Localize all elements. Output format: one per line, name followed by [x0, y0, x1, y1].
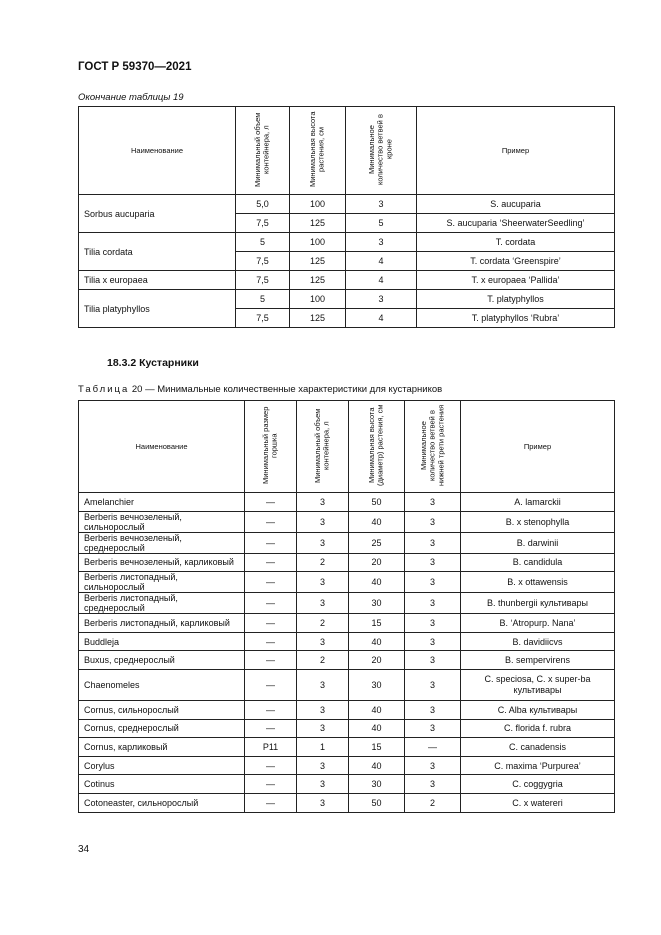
table-row — [79, 632, 615, 651]
table-row — [79, 572, 615, 593]
table-row — [79, 669, 615, 700]
col-name-header: Наименование — [79, 401, 245, 493]
cell-volume: 2 — [297, 651, 349, 670]
cell-volume: 3 — [297, 719, 349, 738]
cell-pot: — — [245, 756, 297, 775]
cell-name: Buddleja — [79, 632, 245, 651]
cell-example: T. platyphyllos ‘Rubra’ — [417, 309, 615, 328]
table-row — [79, 532, 615, 553]
table-row — [79, 793, 615, 812]
table-row — [79, 614, 615, 633]
cell-name: Amelanchier — [79, 493, 245, 512]
page-number: 34 — [78, 844, 90, 855]
cell-branches: 3 — [346, 195, 417, 214]
cell-branches: 3 — [405, 553, 461, 572]
table-row — [79, 553, 615, 572]
cell-volume: 3 — [297, 572, 349, 593]
cell-pot: — — [245, 793, 297, 812]
cell-example: B. sempervirens — [461, 651, 615, 670]
table-row — [79, 775, 615, 794]
cell-pot: — — [245, 669, 297, 700]
cell-pot: — — [245, 719, 297, 738]
cell-volume: 3 — [297, 493, 349, 512]
cell-name: Buxus, среднерослый — [79, 651, 245, 670]
cell-height: 15 — [349, 738, 405, 757]
table-row — [79, 233, 615, 252]
cell-name: Cotinus — [79, 775, 245, 794]
cell-volume: 2 — [297, 614, 349, 633]
cell-example: C. maxima ‘Purpurea’ — [461, 756, 615, 775]
section-heading: 18.3.2 Кустарники — [107, 357, 199, 369]
cell-branches: 3 — [405, 572, 461, 593]
cell-height: 40 — [349, 719, 405, 738]
cell-height: 125 — [290, 271, 346, 290]
cell-volume: 1 — [297, 738, 349, 757]
cell-example: S. aucuparia — [417, 195, 615, 214]
table-row — [79, 738, 615, 757]
cell-height: 30 — [349, 775, 405, 794]
cell-pot: — — [245, 614, 297, 633]
table-continuation-label: Окончание таблицы 19 — [78, 92, 184, 103]
cell-branches: 3 — [405, 651, 461, 670]
table-row — [79, 195, 615, 214]
col-example-header: Пример — [417, 107, 615, 195]
cell-name: Berberis вечнозеленый, сильнорослый — [79, 511, 245, 532]
cell-example: B. darwinii — [461, 532, 615, 553]
table-20 — [78, 400, 615, 813]
cell-volume: 7,5 — [236, 271, 290, 290]
cell-height: 40 — [349, 572, 405, 593]
cell-pot: — — [245, 511, 297, 532]
cell-name: Tilia platyphyllos — [79, 290, 236, 328]
cell-example: T. platyphyllos — [417, 290, 615, 309]
cell-volume: 3 — [297, 775, 349, 794]
cell-volume: 7,5 — [236, 252, 290, 271]
col-pot-header: Минимальный размер горшка — [245, 401, 297, 493]
table-19 — [78, 106, 615, 328]
cell-branches: 3 — [346, 290, 417, 309]
table-row — [79, 493, 615, 512]
document-header: ГОСТ Р 59370—2021 — [78, 61, 192, 73]
cell-example: A. lamarckii — [461, 493, 615, 512]
col-branches-header: Минимальное количество ветвей в кроне — [346, 107, 417, 195]
cell-height: 30 — [349, 669, 405, 700]
table-row — [79, 593, 615, 614]
cell-name: Chaenomeles — [79, 669, 245, 700]
cell-volume: 3 — [297, 756, 349, 775]
cell-pot: — — [245, 632, 297, 651]
cell-branches: 3 — [405, 532, 461, 553]
cell-height: 125 — [290, 309, 346, 328]
cell-example: C. speciosa, C. x super-ba культивары — [461, 669, 615, 700]
cell-example: S. aucuparia ‘SheerwaterSeedling’ — [417, 214, 615, 233]
cell-volume: 3 — [297, 511, 349, 532]
cell-pot: — — [245, 700, 297, 719]
cell-example: B. thunbergii культивары — [461, 593, 615, 614]
table-row — [79, 700, 615, 719]
cell-volume: 5 — [236, 290, 290, 309]
table-row — [79, 719, 615, 738]
cell-pot: — — [245, 572, 297, 593]
cell-volume: 3 — [297, 632, 349, 651]
cell-name: Tilia cordata — [79, 233, 236, 271]
cell-pot: — — [245, 532, 297, 553]
cell-branches: — — [405, 738, 461, 757]
col-volume-header: Минимальный объем контейнера, л — [236, 107, 290, 195]
cell-name: Cotoneaster, сильнорослый — [79, 793, 245, 812]
cell-branches: 3 — [405, 614, 461, 633]
cell-height: 50 — [349, 793, 405, 812]
cell-volume: 2 — [297, 553, 349, 572]
cell-branches: 3 — [405, 719, 461, 738]
cell-branches: 3 — [405, 593, 461, 614]
cell-volume: 3 — [297, 532, 349, 553]
cell-height: 20 — [349, 553, 405, 572]
cell-branches: 3 — [405, 669, 461, 700]
cell-volume: 3 — [297, 793, 349, 812]
cell-name: Sorbus aucuparia — [79, 195, 236, 233]
cell-branches: 4 — [346, 309, 417, 328]
cell-volume: 3 — [297, 593, 349, 614]
cell-name: Cornus, сильнорослый — [79, 700, 245, 719]
cell-example: C. florida f. rubra — [461, 719, 615, 738]
cell-height: 100 — [290, 290, 346, 309]
cell-example: C. x watereri — [461, 793, 615, 812]
cell-volume: 7,5 — [236, 214, 290, 233]
cell-branches: 3 — [405, 756, 461, 775]
cell-pot: — — [245, 593, 297, 614]
cell-branches: 3 — [405, 511, 461, 532]
cell-example: C. canadensis — [461, 738, 615, 757]
cell-height: 20 — [349, 651, 405, 670]
cell-example: T. cordata — [417, 233, 615, 252]
cell-name: Berberis листопадный, карликовый — [79, 614, 245, 633]
col-example-header: Пример — [461, 401, 615, 493]
cell-example: B. candidula — [461, 553, 615, 572]
cell-height: 125 — [290, 252, 346, 271]
cell-name: Berberis листопадный, среднерослый — [79, 593, 245, 614]
table-20-caption: Таблица 20 — Минимальные количественные характеристики для кустарников — [78, 384, 443, 395]
table-row — [79, 651, 615, 670]
cell-branches: 5 — [346, 214, 417, 233]
table-row — [79, 511, 615, 532]
cell-branches: 3 — [405, 632, 461, 651]
cell-example: C. Alba культивары — [461, 700, 615, 719]
cell-volume: 7,5 — [236, 309, 290, 328]
table-row — [79, 290, 615, 309]
cell-height: 40 — [349, 632, 405, 651]
cell-height: 100 — [290, 195, 346, 214]
cell-name: Tilia x europaea — [79, 271, 236, 290]
cell-name: Berberis вечнозеленый, карликовый — [79, 553, 245, 572]
cell-name: Cornus, карликовый — [79, 738, 245, 757]
col-branches-header: Минимальное количество ветвей в нижней трети растения — [405, 401, 461, 493]
cell-branches: 2 — [405, 793, 461, 812]
col-height-header: Минимальная высота (диаметр) растения, см — [349, 401, 405, 493]
cell-example: C. coggygria — [461, 775, 615, 794]
cell-example: B. x ottawensis — [461, 572, 615, 593]
cell-height: 50 — [349, 493, 405, 512]
cell-branches: 3 — [405, 493, 461, 512]
table-19-header-row — [79, 107, 615, 195]
cell-volume: 3 — [297, 700, 349, 719]
cell-pot: — — [245, 651, 297, 670]
cell-height: 40 — [349, 511, 405, 532]
cell-pot: — — [245, 775, 297, 794]
cell-pot: — — [245, 553, 297, 572]
cell-height: 25 — [349, 532, 405, 553]
cell-height: 125 — [290, 214, 346, 233]
cell-name: Berberis вечнозеленый, среднерослый — [79, 532, 245, 553]
cell-name: Cornus, среднерослый — [79, 719, 245, 738]
cell-height: 40 — [349, 756, 405, 775]
cell-branches: 3 — [405, 700, 461, 719]
table-row — [79, 271, 615, 290]
col-volume-header: Минимальный объем контейнера, л — [297, 401, 349, 493]
table-row — [79, 756, 615, 775]
cell-pot: — — [245, 493, 297, 512]
cell-height: 30 — [349, 593, 405, 614]
cell-example: T. cordata ‘Greenspire’ — [417, 252, 615, 271]
cell-volume: 5 — [236, 233, 290, 252]
col-height-header: Минимальная высота растения, см — [290, 107, 346, 195]
cell-branches: 3 — [346, 233, 417, 252]
cell-height: 15 — [349, 614, 405, 633]
col-name-header: Наименование — [79, 107, 236, 195]
cell-example: B. x stenophylla — [461, 511, 615, 532]
cell-volume: 5,0 — [236, 195, 290, 214]
table-20-header-row — [79, 401, 615, 493]
cell-branches: 4 — [346, 252, 417, 271]
cell-height: 40 — [349, 700, 405, 719]
cell-name: Corylus — [79, 756, 245, 775]
cell-branches: 4 — [346, 271, 417, 290]
cell-pot: P11 — [245, 738, 297, 757]
cell-example: T. x europaea ‘Pallida’ — [417, 271, 615, 290]
cell-name: Berberis листопадный, сильнорослый — [79, 572, 245, 593]
cell-example: B. ‘Atropurp. Nana’ — [461, 614, 615, 633]
cell-height: 100 — [290, 233, 346, 252]
cell-example: B. davidiicvs — [461, 632, 615, 651]
cell-branches: 3 — [405, 775, 461, 794]
cell-volume: 3 — [297, 669, 349, 700]
